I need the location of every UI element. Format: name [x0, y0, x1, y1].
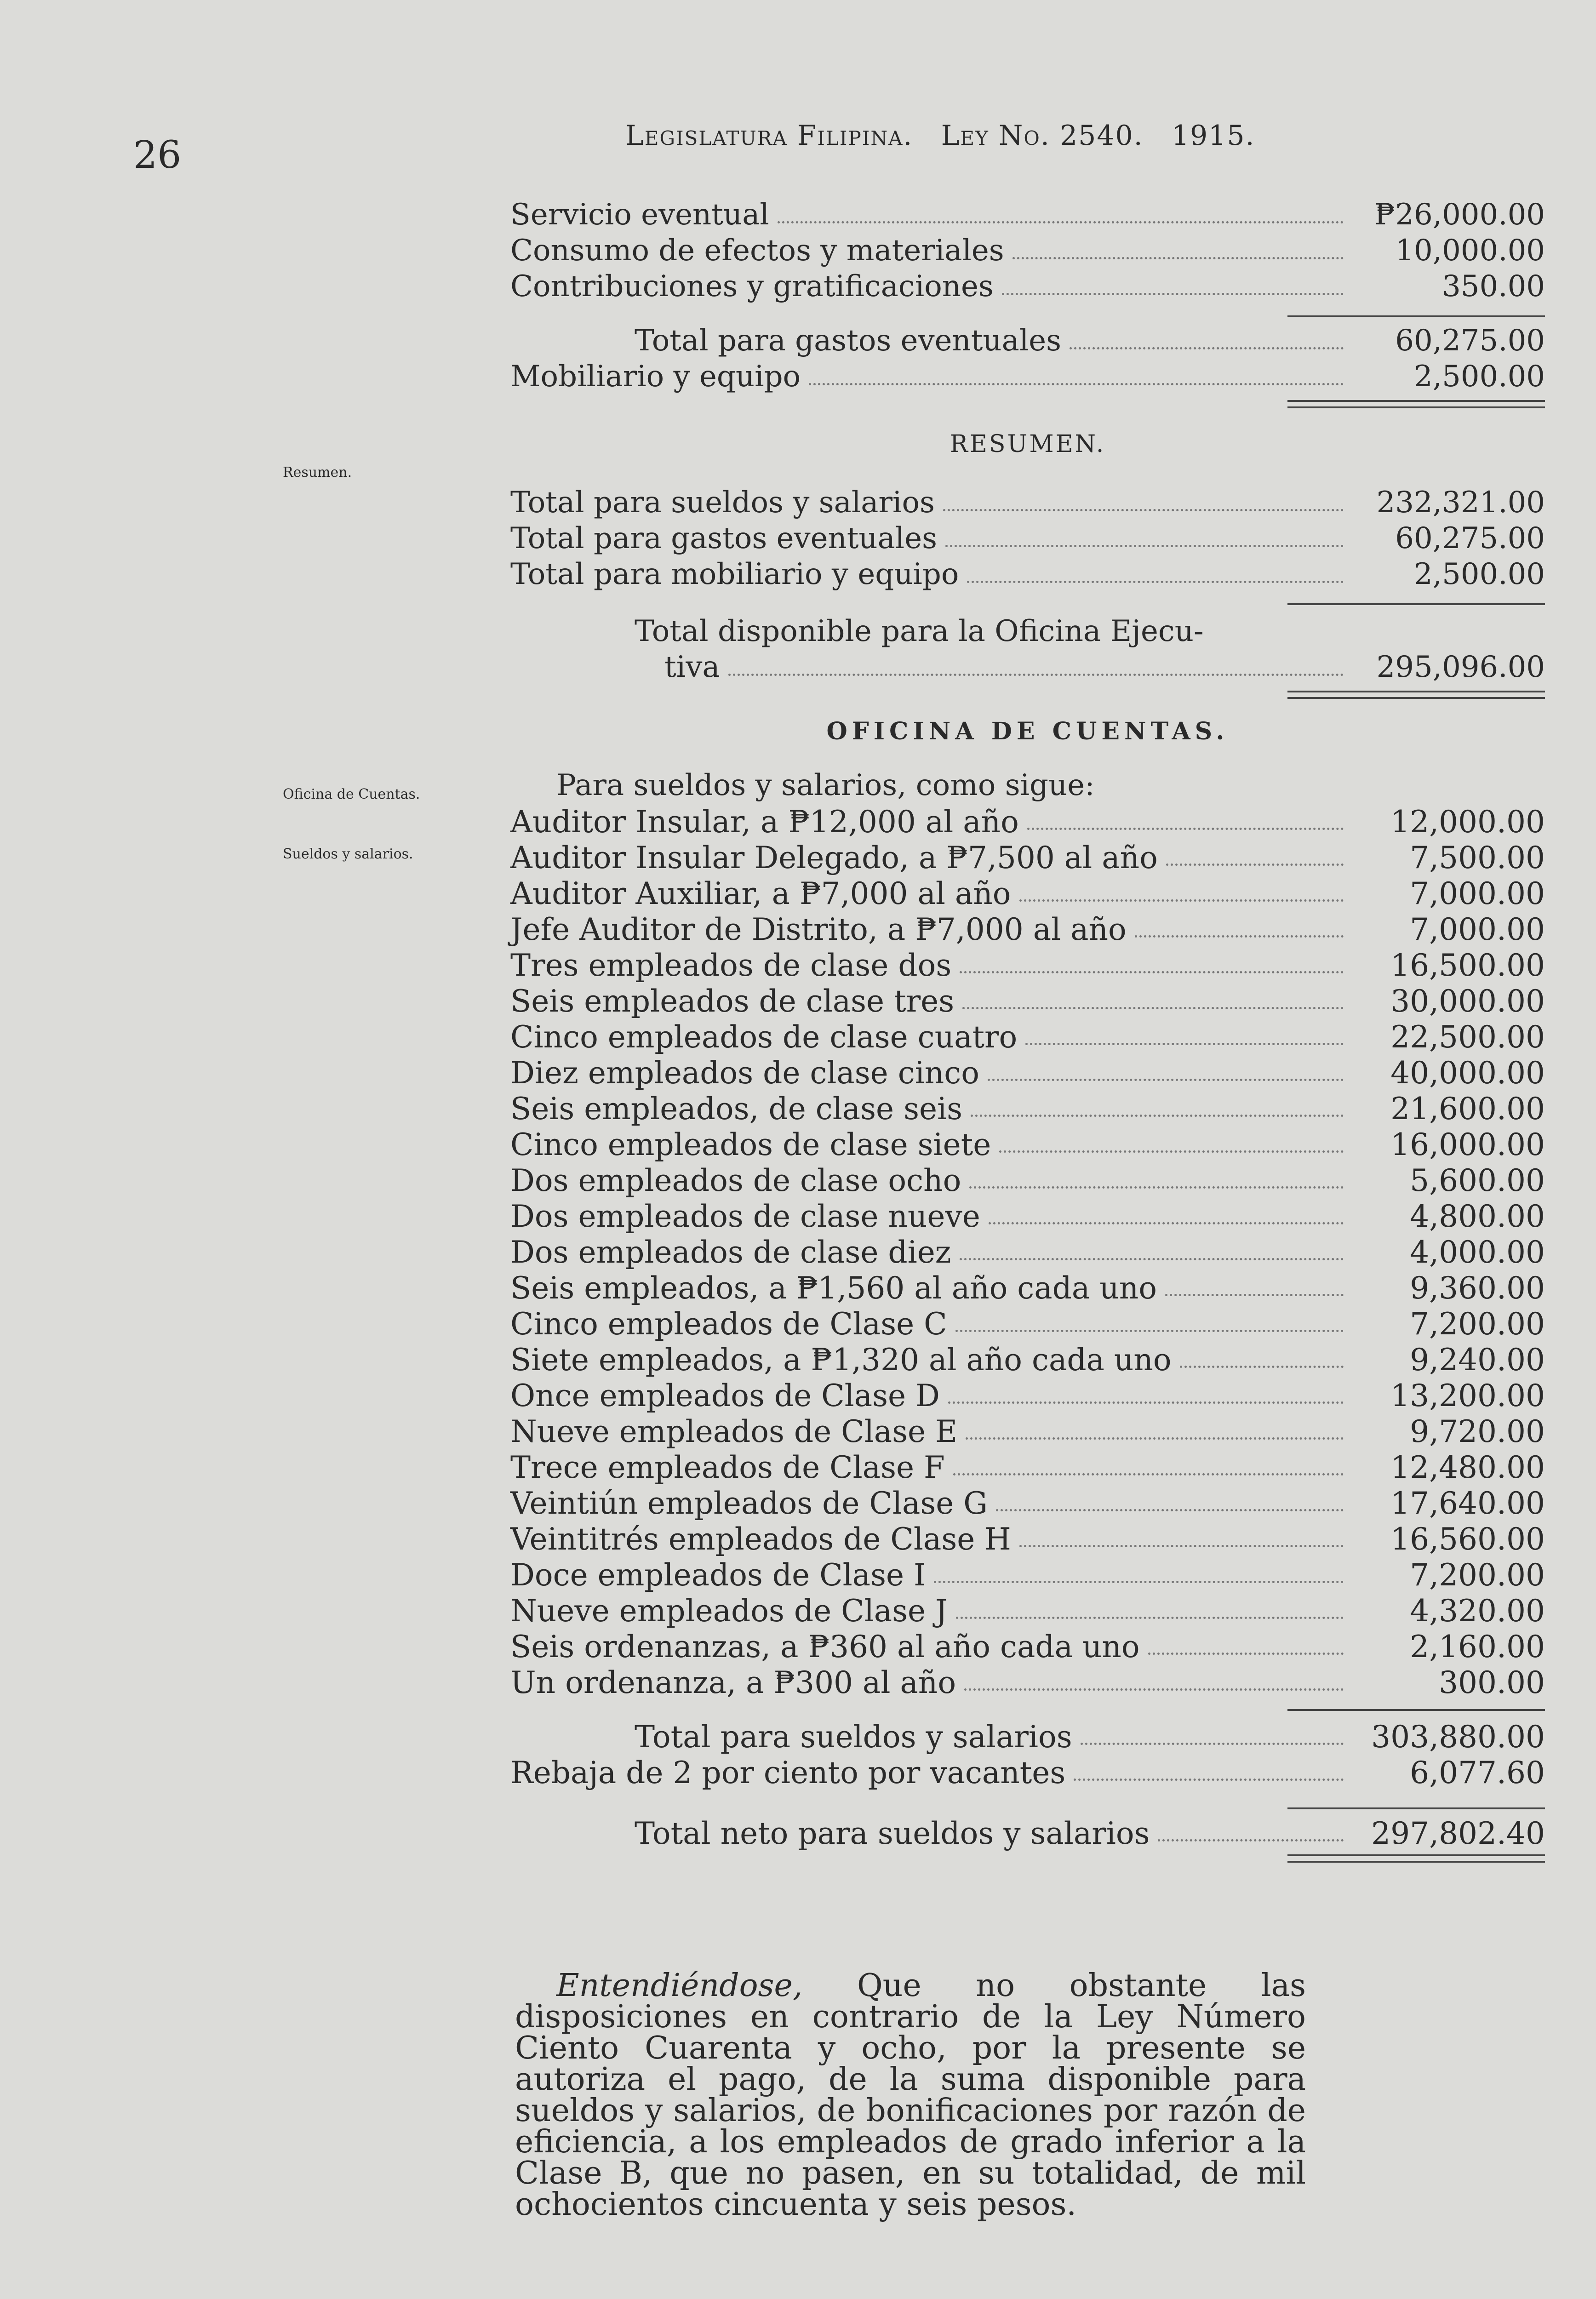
oficina-item-row: [510, 1019, 1545, 1055]
oficina-item-label: Doce empleados de Clase I: [510, 1557, 926, 1593]
gastos-block: [510, 198, 1545, 1863]
oficina-item-amount: 9,720.00: [1410, 1414, 1545, 1449]
oficina-item-row: [510, 876, 1545, 912]
oficina-item-row: [510, 912, 1545, 948]
resumen-item-row: [510, 521, 1545, 557]
leader-dots: [999, 1150, 1344, 1153]
oficina-item-row: [510, 1163, 1545, 1199]
double-rule: [1287, 691, 1545, 699]
leader-dots: [809, 383, 1344, 385]
oficina-item-label: Dos empleados de clase diez: [510, 1235, 951, 1270]
leader-dots: [996, 1509, 1344, 1511]
oficina-item-amount: 300.00: [1439, 1665, 1545, 1700]
oficina-intro-row: [510, 768, 1545, 804]
leader-dots: [1002, 293, 1344, 295]
oficina-item-amount: 7,200.00: [1410, 1557, 1545, 1593]
oficina-item-label: Dos empleados de clase ocho: [510, 1163, 961, 1198]
oficina-item-amount: 7,000.00: [1410, 912, 1545, 947]
oficina-item-amount: 2,160.00: [1410, 1629, 1545, 1664]
oficina-item-row: [510, 1235, 1545, 1270]
oficina-item-label: Nueve empleados de Clase E: [510, 1414, 958, 1449]
resumen-item-amount: 60,275.00: [1395, 521, 1545, 555]
resumen-item-row: [510, 486, 1545, 521]
oficina-item-label: Once empleados de Clase D: [510, 1378, 940, 1413]
leader-dots: [953, 1473, 1344, 1475]
oficina-item-label: Auditor Auxiliar, a ₱7,000 al año: [510, 876, 1011, 911]
rebaja-row: [510, 1755, 1545, 1791]
oficina-item-label: Auditor Insular Delegado, a ₱7,500 al año: [510, 840, 1158, 875]
leader-dots: [956, 1617, 1344, 1619]
resumen-total-line1: [510, 614, 1545, 650]
oficina-item-row: [510, 984, 1545, 1019]
oficina-item-amount: 7,500.00: [1410, 840, 1545, 875]
resumen-total-label-2: tiva: [664, 650, 720, 684]
leader-dots: [945, 545, 1344, 547]
gastos-total-label: Total para gastos eventuales: [635, 324, 1061, 358]
side-note-resumen: Resumen.: [283, 464, 352, 480]
oficina-item-row: [510, 1629, 1545, 1665]
resumen-total-amount: 295,096.00: [1376, 650, 1545, 684]
side-note-oficina: Oficina de Cuentas.: [283, 786, 420, 802]
oficina-item-row: [510, 1593, 1545, 1629]
resumen-item-row: [510, 557, 1545, 593]
oficina-item-label: Seis empleados, a ₱1,560 al año cada uno: [510, 1270, 1157, 1306]
oficina-item-amount: 16,560.00: [1390, 1521, 1545, 1557]
oficina-items: [510, 804, 1545, 1701]
leader-dots: [971, 1115, 1344, 1117]
rule: [1287, 1807, 1545, 1809]
leader-dots: [966, 1437, 1344, 1440]
oficina-item-amount: 4,000.00: [1410, 1235, 1545, 1270]
leader-dots: [1019, 1545, 1344, 1547]
leader-dots: [948, 1401, 1344, 1404]
rule: [1287, 603, 1545, 605]
gastos-item-amount: 350.00: [1442, 269, 1545, 303]
oficina-intro: Para sueldos y salarios, como sigue:: [556, 768, 1095, 802]
oficina-item-row: [510, 1306, 1545, 1342]
gastos-item-label: Servicio eventual: [510, 198, 769, 232]
oficina-item-row: [510, 1521, 1545, 1557]
oficina-item-label: Veintitrés empleados de Clase H: [510, 1521, 1011, 1557]
leader-dots: [960, 971, 1344, 973]
oficina-item-amount: 9,240.00: [1410, 1342, 1545, 1378]
leader-dots: [934, 1581, 1344, 1583]
oficina-item-label: Tres empleados de clase dos: [510, 948, 952, 983]
leader-dots: [778, 221, 1344, 223]
oficina-item-label: Seis ordenanzas, a ₱360 al año cada uno: [510, 1629, 1140, 1664]
oficina-item-row: [510, 1342, 1545, 1378]
running-head: [625, 120, 1274, 152]
leader-dots: [1180, 1366, 1344, 1368]
oficina-item-amount: 13,200.00: [1390, 1378, 1545, 1413]
oficina-item-label: Trece empleados de Clase F: [510, 1450, 945, 1485]
mobiliario-label: Mobiliario y equipo: [510, 360, 801, 394]
resumen-item-label: Total para mobiliario y equipo: [510, 557, 959, 591]
oficina-item-row: [510, 948, 1545, 984]
oficina-item-label: Auditor Insular, a ₱12,000 al año: [510, 804, 1019, 840]
oficina-total-amount: 303,880.00: [1371, 1719, 1545, 1755]
leader-dots: [969, 1186, 1344, 1189]
gastos-items: [510, 198, 1545, 305]
leader-dots: [1135, 935, 1344, 938]
oficina-item-amount: 5,600.00: [1410, 1163, 1545, 1198]
proviso-lead: Entendiéndose,: [556, 1967, 803, 2004]
oficina-item-amount: 4,320.00: [1410, 1593, 1545, 1629]
leader-dots: [1166, 864, 1344, 866]
oficina-item-row: [510, 1486, 1545, 1521]
page-number: 26: [133, 133, 182, 177]
resumen-items: [510, 486, 1545, 593]
oficina-item-amount: 12,000.00: [1390, 804, 1545, 840]
oficina-item-row: [510, 1055, 1545, 1091]
leader-dots: [1165, 1294, 1344, 1296]
leader-dots: [1070, 347, 1344, 349]
oficina-item-row: [510, 1414, 1545, 1450]
resumen-total-line2: [510, 650, 1545, 686]
oficina-item-row: [510, 1557, 1545, 1593]
rule: [1287, 1709, 1545, 1711]
leader-dots: [989, 1222, 1344, 1224]
leader-dots: [1027, 828, 1344, 830]
oficina-item-amount: 7,000.00: [1410, 876, 1545, 911]
resumen-item-label: Total para gastos eventuales: [510, 521, 937, 555]
gastos-item-row: [510, 234, 1545, 269]
proviso-paragraph: [515, 1967, 1306, 2223]
oficina-item-label: Dos empleados de clase nueve: [510, 1199, 980, 1234]
oficina-item-label: Seis empleados de clase tres: [510, 984, 955, 1019]
resumen-heading: RESUMEN.: [950, 430, 1106, 458]
oficina-heading: OFICINA DE CUENTAS.: [826, 717, 1229, 745]
gastos-total-amount: 60,275.00: [1395, 324, 1545, 358]
rebaja-amount: 6,077.60: [1410, 1755, 1545, 1790]
gastos-item-amount: 10,000.00: [1395, 234, 1545, 268]
leader-dots: [1013, 257, 1344, 259]
leader-dots: [1148, 1653, 1344, 1655]
oficina-item-amount: 16,500.00: [1390, 948, 1545, 983]
oficina-item-amount: 16,000.00: [1390, 1127, 1545, 1162]
oficina-item-amount: 40,000.00: [1390, 1055, 1545, 1091]
leader-dots: [955, 1330, 1344, 1332]
oficina-item-label: Nueve empleados de Clase J: [510, 1593, 948, 1629]
oficina-item-amount: 7,200.00: [1410, 1306, 1545, 1342]
leader-dots: [964, 1688, 1344, 1691]
oficina-item-label: Cinco empleados de clase siete: [510, 1127, 991, 1162]
oficina-item-row: [510, 1199, 1545, 1235]
leader-dots: [988, 1079, 1344, 1081]
oficina-item-label: Un ordenanza, a ₱300 al año: [510, 1665, 956, 1700]
oficina-item-label: Diez empleados de clase cinco: [510, 1055, 979, 1091]
oficina-total-row: [510, 1719, 1545, 1755]
oficina-item-row: [510, 840, 1545, 876]
double-rule: [1287, 400, 1545, 408]
gastos-item-row: [510, 198, 1545, 234]
oficina-item-amount: 17,640.00: [1390, 1486, 1545, 1521]
oficina-item-row: [510, 1665, 1545, 1701]
rebaja-label: Rebaja de 2 por ciento por vacantes: [510, 1755, 1066, 1790]
leader-dots: [1025, 1043, 1344, 1045]
leader-dots: [943, 509, 1344, 511]
leader-dots: [1158, 1839, 1344, 1841]
neto-row: [510, 1816, 1545, 1852]
leader-dots: [960, 1258, 1344, 1260]
oficina-item-row: [510, 1270, 1545, 1306]
oficina-item-label: Veintiún empleados de Clase G: [510, 1486, 988, 1521]
double-rule: [1287, 1854, 1545, 1863]
neto-amount: 297,802.40: [1371, 1816, 1545, 1851]
oficina-item-row: [510, 1091, 1545, 1127]
leader-dots: [1074, 1779, 1344, 1781]
resumen-item-amount: 232,321.00: [1376, 486, 1545, 520]
proviso-text: Que no obstante las disposiciones en contrario de la Ley Número Ciento Cuarenta y ocho, por la presente se autoriza el pago, de la suma disponible para sueldos y salarios, de bonificaciones por razón de eficiencia, a los empleados de grado inferior a la Clase B, que no pasen, en su totalidad, de mil ochocientos cincuenta y seis pesos.: [515, 1967, 1306, 2223]
leader-dots: [1019, 899, 1344, 902]
oficina-item-amount: 12,480.00: [1390, 1450, 1545, 1485]
running-head-year: 1915.: [1171, 120, 1255, 152]
gastos-item-label: Consumo de efectos y materiales: [510, 234, 1004, 268]
running-head-title: Legislatura Filipina.: [625, 120, 913, 152]
oficina-item-label: Siete empleados, a ₱1,320 al año cada uno: [510, 1342, 1172, 1378]
oficina-item-amount: 22,500.00: [1390, 1019, 1545, 1055]
resumen-item-amount: 2,500.00: [1414, 557, 1545, 591]
resumen-item-label: Total para sueldos y salarios: [510, 486, 935, 520]
oficina-item-label: Cinco empleados de clase cuatro: [510, 1019, 1018, 1055]
oficina-item-row: [510, 804, 1545, 840]
leader-dots: [1081, 1743, 1344, 1745]
oficina-item-label: Jefe Auditor de Distrito, a ₱7,000 al año: [510, 912, 1127, 947]
leader-dots: [967, 581, 1344, 583]
oficina-item-amount: 4,800.00: [1410, 1199, 1545, 1234]
neto-label: Total neto para sueldos y salarios: [635, 1816, 1150, 1851]
oficina-item-row: [510, 1450, 1545, 1486]
leader-dots: [728, 674, 1344, 676]
gastos-item-amount: ₱26,000.00: [1374, 198, 1545, 232]
mobiliario-amount: 2,500.00: [1414, 360, 1545, 394]
side-note-sueldos: Sueldos y salarios.: [283, 846, 413, 862]
running-head-law: Ley No. 2540.: [941, 120, 1144, 152]
oficina-item-amount: 21,600.00: [1390, 1091, 1545, 1127]
gastos-total-row: [510, 324, 1545, 360]
oficina-item-amount: 30,000.00: [1390, 984, 1545, 1019]
gastos-item-row: [510, 269, 1545, 305]
leader-dots: [962, 1007, 1344, 1009]
oficina-item-label: Seis empleados, de clase seis: [510, 1091, 962, 1127]
rule: [1287, 315, 1545, 317]
oficina-item-amount: 9,360.00: [1410, 1270, 1545, 1306]
oficina-total-label: Total para sueldos y salarios: [635, 1719, 1072, 1755]
mobiliario-row: [510, 360, 1545, 395]
oficina-item-row: [510, 1378, 1545, 1414]
gastos-item-label: Contribuciones y gratificaciones: [510, 269, 994, 303]
oficina-item-label: Cinco empleados de Clase C: [510, 1306, 947, 1342]
resumen-total-label-1: Total disponible para la Oficina Ejecu-: [635, 614, 1204, 648]
oficina-item-row: [510, 1127, 1545, 1163]
